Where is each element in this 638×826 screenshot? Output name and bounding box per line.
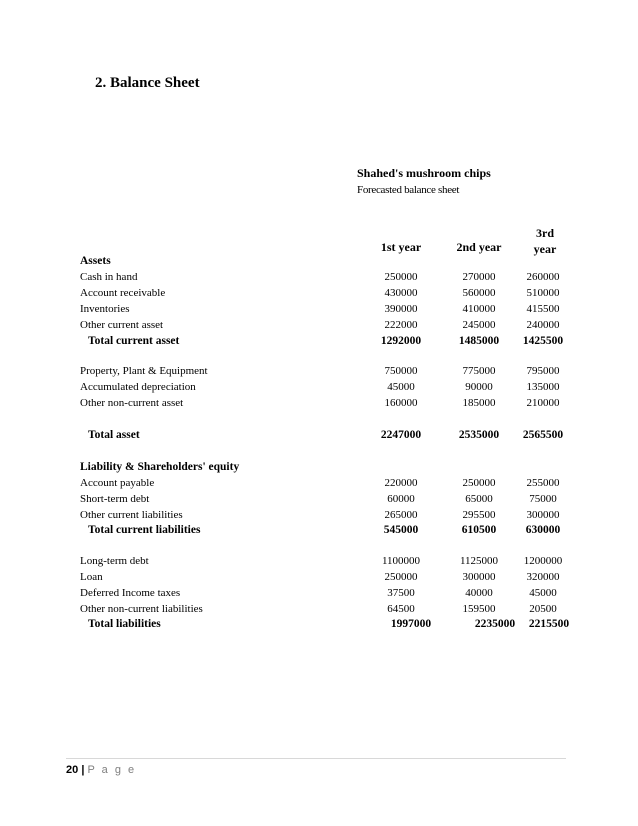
cell-year-1: 265000 bbox=[384, 509, 418, 521]
section-liabilities: Liability & Shareholders' equity bbox=[80, 461, 240, 473]
cell-year-3: 630000 bbox=[525, 524, 561, 536]
section-assets: Assets bbox=[80, 255, 111, 267]
section-heading: 2. Balance Sheet bbox=[95, 75, 200, 91]
column-header-year-1: 1st year bbox=[380, 240, 422, 254]
row-label: Total liabilities bbox=[88, 618, 161, 630]
cell-year-1: 250000 bbox=[384, 571, 418, 583]
cell-year-3: 510000 bbox=[526, 287, 560, 299]
cell-year-1: 37500 bbox=[387, 587, 415, 599]
cell-year-2: 250000 bbox=[462, 477, 496, 489]
cell-year-3: 260000 bbox=[526, 271, 560, 283]
column-header-year-2: 2nd year bbox=[456, 240, 502, 254]
cell-year-1: 1100000 bbox=[381, 555, 421, 567]
cell-year-2: 1125000 bbox=[459, 555, 499, 567]
cell-year-3: 240000 bbox=[526, 319, 560, 331]
cell-year-2: 775000 bbox=[462, 365, 496, 377]
table-row bbox=[80, 571, 580, 587]
table-row bbox=[80, 477, 580, 493]
row-label: Other non-current liabilities bbox=[80, 603, 203, 615]
cell-year-1: 430000 bbox=[384, 287, 418, 299]
cell-year-1: 545000 bbox=[383, 524, 419, 536]
table-row bbox=[80, 493, 580, 509]
page-number: 20 bbox=[66, 764, 79, 776]
cell-year-2: 410000 bbox=[462, 303, 496, 315]
cell-year-3: 210000 bbox=[526, 397, 560, 409]
column-header-year-3 bbox=[510, 225, 580, 257]
page-label: P a g e bbox=[87, 764, 137, 776]
cell-year-1: 222000 bbox=[384, 319, 418, 331]
cell-year-1: 2247000 bbox=[380, 429, 422, 441]
cell-year-3: 75000 bbox=[529, 493, 557, 505]
total-row bbox=[80, 524, 580, 540]
cell-year-3: 135000 bbox=[526, 381, 560, 393]
cell-year-1: 160000 bbox=[384, 397, 418, 409]
table-row bbox=[80, 555, 580, 571]
cell-year-1: 45000 bbox=[387, 381, 415, 393]
row-label: Account receivable bbox=[80, 287, 166, 299]
cell-year-2: 2535000 bbox=[458, 429, 500, 441]
row-label: Deferred Income taxes bbox=[80, 587, 181, 599]
cell-year-1: 390000 bbox=[384, 303, 418, 315]
row-label: Loan bbox=[80, 571, 103, 583]
table-row bbox=[80, 365, 580, 381]
table-row bbox=[80, 287, 580, 303]
row-label: Short-term debt bbox=[80, 493, 150, 505]
table-row bbox=[80, 397, 580, 413]
cell-year-1: 750000 bbox=[384, 365, 418, 377]
cell-year-3: 2215500 bbox=[528, 618, 570, 630]
row-label: Accumulated depreciation bbox=[80, 381, 196, 393]
table-row bbox=[80, 509, 580, 525]
cell-year-3: 1200000 bbox=[523, 555, 563, 567]
cell-year-3: 1425500 bbox=[522, 335, 564, 347]
footer-divider bbox=[66, 758, 566, 759]
row-label: Total current liabilities bbox=[88, 524, 201, 536]
column-header-year-3-line2: year bbox=[533, 242, 557, 256]
row-label: Other current liabilities bbox=[80, 509, 183, 521]
table-row bbox=[80, 587, 580, 603]
cell-year-3: 255000 bbox=[526, 477, 560, 489]
table-row bbox=[80, 319, 580, 335]
cell-year-1: 220000 bbox=[384, 477, 418, 489]
table-row bbox=[80, 271, 580, 287]
cell-year-1: 64500 bbox=[387, 603, 415, 615]
total-row bbox=[80, 429, 580, 445]
row-label: Long-term debt bbox=[80, 555, 149, 567]
cell-year-3: 320000 bbox=[526, 571, 560, 583]
row-label: Cash in hand bbox=[80, 271, 138, 283]
sheet-subtitle: Forecasted balance sheet bbox=[357, 184, 460, 196]
cell-year-3: 795000 bbox=[526, 365, 560, 377]
cell-year-1: 250000 bbox=[384, 271, 418, 283]
cell-year-2: 560000 bbox=[462, 287, 496, 299]
cell-year-2: 1485000 bbox=[458, 335, 500, 347]
row-label: Inventories bbox=[80, 303, 130, 315]
table-row bbox=[80, 381, 580, 397]
cell-year-2: 90000 bbox=[465, 381, 493, 393]
cell-year-2: 65000 bbox=[465, 493, 493, 505]
cell-year-1: 1997000 bbox=[390, 618, 432, 630]
cell-year-1: 60000 bbox=[387, 493, 415, 505]
row-label: Total asset bbox=[88, 429, 140, 441]
cell-year-2: 270000 bbox=[462, 271, 496, 283]
cell-year-3: 2565500 bbox=[522, 429, 564, 441]
cell-year-2: 159500 bbox=[462, 603, 496, 615]
company-name: Shahed's mushroom chips bbox=[357, 166, 491, 180]
row-label: Other non-current asset bbox=[80, 397, 184, 409]
total-row bbox=[80, 335, 580, 351]
cell-year-2: 610500 bbox=[461, 524, 497, 536]
column-header-year-3-line1: 3rd bbox=[536, 226, 554, 240]
row-label: Property, Plant & Equipment bbox=[80, 365, 208, 377]
cell-year-2: 40000 bbox=[465, 587, 493, 599]
cell-year-2: 2235000 bbox=[474, 618, 516, 630]
cell-year-1: 1292000 bbox=[380, 335, 422, 347]
footer-separator: | bbox=[81, 764, 85, 776]
cell-year-2: 300000 bbox=[462, 571, 496, 583]
row-label: Total current asset bbox=[88, 335, 180, 347]
cell-year-3: 20500 bbox=[529, 603, 557, 615]
cell-year-3: 415500 bbox=[526, 303, 560, 315]
row-label: Other current asset bbox=[80, 319, 164, 331]
cell-year-3: 300000 bbox=[526, 509, 560, 521]
cell-year-2: 295500 bbox=[462, 509, 496, 521]
table-row bbox=[80, 303, 580, 319]
cell-year-2: 185000 bbox=[462, 397, 496, 409]
total-row bbox=[80, 618, 580, 634]
page-footer bbox=[66, 764, 136, 776]
cell-year-3: 45000 bbox=[529, 587, 557, 599]
cell-year-2: 245000 bbox=[462, 319, 496, 331]
row-label: Account payable bbox=[80, 477, 155, 489]
table-row bbox=[80, 603, 580, 619]
